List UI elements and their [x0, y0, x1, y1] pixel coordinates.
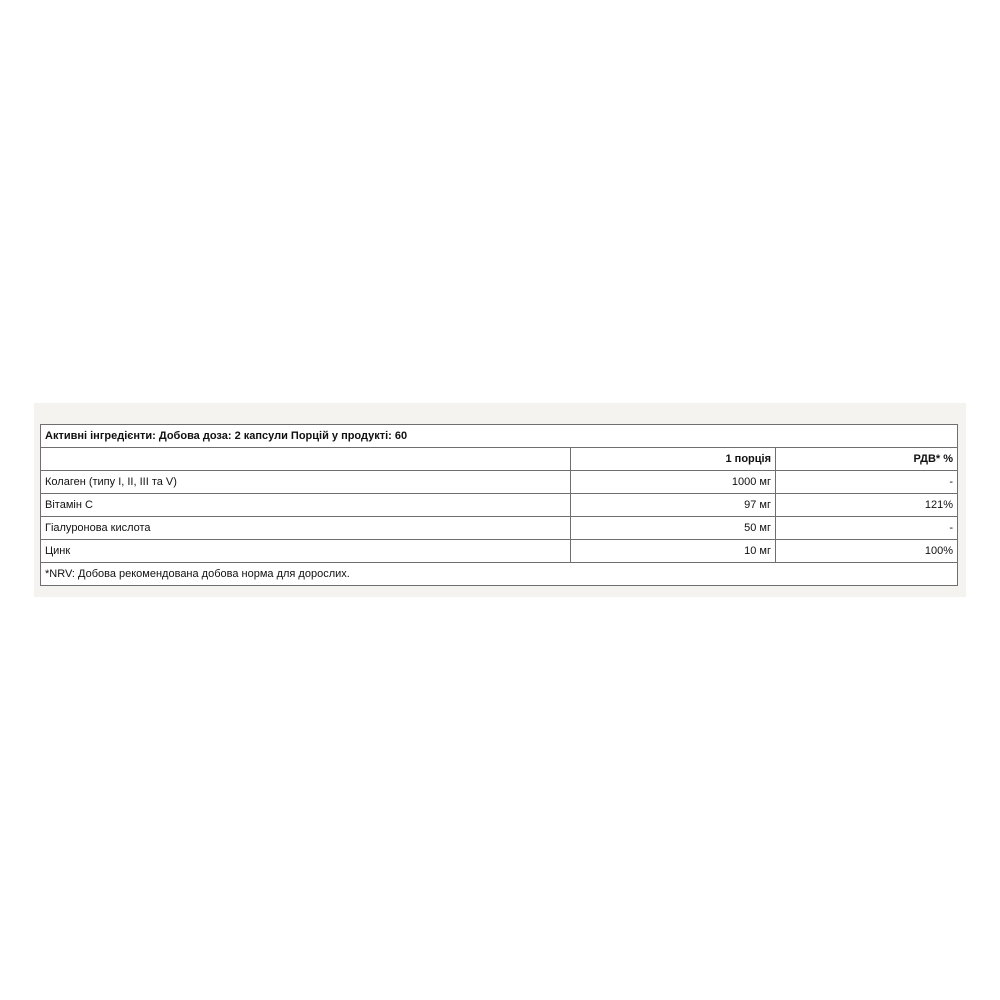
ingredient-nrv: 121% [776, 494, 958, 517]
supplement-facts-panel [34, 403, 966, 597]
ingredient-name: Вітамін С [41, 494, 571, 517]
header-nrv: РДВ* % [776, 448, 958, 471]
header-serving: 1 порція [571, 448, 776, 471]
table-footnote-row [41, 563, 958, 586]
ingredient-name: Колаген (типу I, II, III та V) [41, 471, 571, 494]
ingredient-name: Цинк [41, 540, 571, 563]
ingredient-amount: 10 мг [571, 540, 776, 563]
table-row [41, 471, 958, 494]
ingredient-nrv: - [776, 517, 958, 540]
table-row [41, 540, 958, 563]
table-title-row [41, 425, 958, 448]
table-header-row [41, 448, 958, 471]
table-row [41, 517, 958, 540]
ingredient-amount: 97 мг [571, 494, 776, 517]
ingredient-nrv: 100% [776, 540, 958, 563]
table-footnote: *NRV: Добова рекомендована добова норма для дорослих. [41, 563, 958, 586]
table-title: Активні інгредієнти: Добова доза: 2 капсули Порцій у продукті: 60 [41, 425, 958, 448]
ingredient-nrv: - [776, 471, 958, 494]
ingredient-amount: 50 мг [571, 517, 776, 540]
supplement-facts-table [40, 424, 958, 586]
header-ingredient [41, 448, 571, 471]
ingredient-amount: 1000 мг [571, 471, 776, 494]
table-row [41, 494, 958, 517]
ingredient-name: Гіалуронова кислота [41, 517, 571, 540]
